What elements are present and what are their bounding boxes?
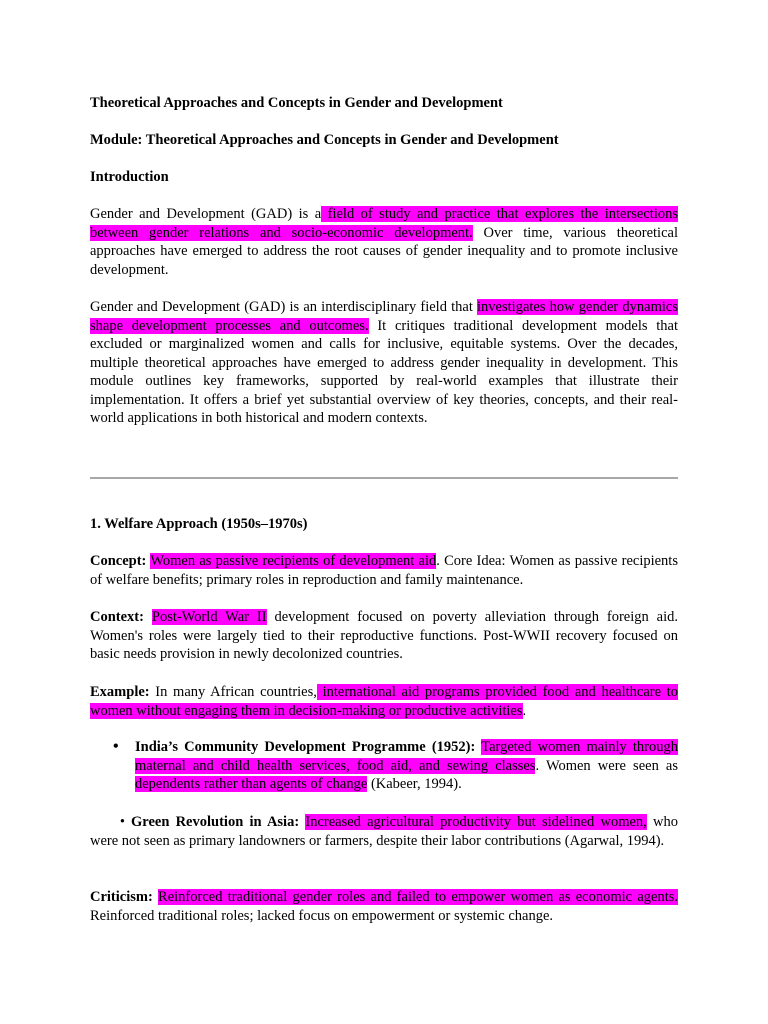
bullet-icon: • xyxy=(113,738,119,755)
highlight: international aid programs provided food and healthcare to women without engaging them in decision-making or productive activities xyxy=(90,684,678,719)
module-title: Module: Theoretical Approaches and Concepts in Gender and Development xyxy=(90,132,559,148)
highlight: dependents rather than agents of change xyxy=(135,776,368,792)
highlight: field of study and practice that explores the intersections between gender relations and socio-economic development. xyxy=(90,206,678,241)
highlight: investigates how gender dynamics shape development processes and outcomes. xyxy=(90,299,678,334)
highlight: Targeted women mainly through maternal and child health services, food aid, and sewing classes xyxy=(135,739,678,774)
highlight: Post-World War II xyxy=(151,609,267,625)
example-paragraph: Example: In many African countries, international aid programs provided food and healthcare to women without engaging them in decision-making or productive activities. xyxy=(90,684,678,719)
intro-heading: Introduction xyxy=(90,169,169,185)
bullet-item-india: India’s Community Development Programme (1952): Targeted women mainly through maternal and child health services, food aid, and sewing classes. Women were seen as dependents rather than agents of change (Kabeer, 1994). xyxy=(135,739,678,792)
concept-paragraph: Concept: Women as passive recipients of development aid. Core Idea: Women as passive recipients of welfare benefits; primary roles in reproduction and family maintenance. xyxy=(90,553,678,588)
welfare-heading: 1. Welfare Approach (1950s–1970s) xyxy=(90,516,308,532)
intro-paragraph-2: Gender and Development (GAD) is an interdisciplinary field that investigates how gender dynamics shape development processes and outcomes. It critiques traditional development models that excluded or marginalized women and calls for inclusive, equitable systems. Over the decades, multiple theoretical approaches have emerged to address gender inequality in development. This module outlines key frameworks, supported by real-world examples that illustrate their implementation. It offers a brief yet substantial overview of key theories, concepts, and their real-world applications in both historical and modern contexts. xyxy=(90,299,679,426)
horizontal-divider xyxy=(90,477,678,479)
highlight: Increased agricultural productivity but sidelined women, xyxy=(305,814,647,830)
bullet-icon: • xyxy=(119,814,125,830)
criticism-paragraph: Criticism: Reinforced traditional gender roles and failed to empower women as economic agents. Reinforced traditional roles; lacked focus on empowerment or systemic change. xyxy=(90,889,678,924)
highlight: Women as passive recipients of development aid xyxy=(150,553,437,569)
highlight: Reinforced traditional gender roles and failed to empower women as economic agents. xyxy=(158,889,678,905)
intro-paragraph-1: Gender and Development (GAD) is a field of study and practice that explores the intersections between gender relations and socio-economic development. Over time, various theoretical approaches have emerged to address the root causes of gender inequality and to promote inclusive development. xyxy=(90,206,678,278)
bullet-item-green-revolution: • Green Revolution in Asia: Increased agricultural productivity but sidelined women, who were not seen as primary landowners or farmers, despite their labor contributions (Agarwal, 1994). xyxy=(90,814,678,849)
document-title: Theoretical Approaches and Concepts in Gender and Development xyxy=(90,95,503,111)
context-paragraph: Context: Post-World War II development focused on poverty alleviation through foreign aid. Women's roles were largely tied to their reproductive functions. Post-WWII recovery focused on basic needs provision in newly decolonized countries. xyxy=(90,609,678,662)
